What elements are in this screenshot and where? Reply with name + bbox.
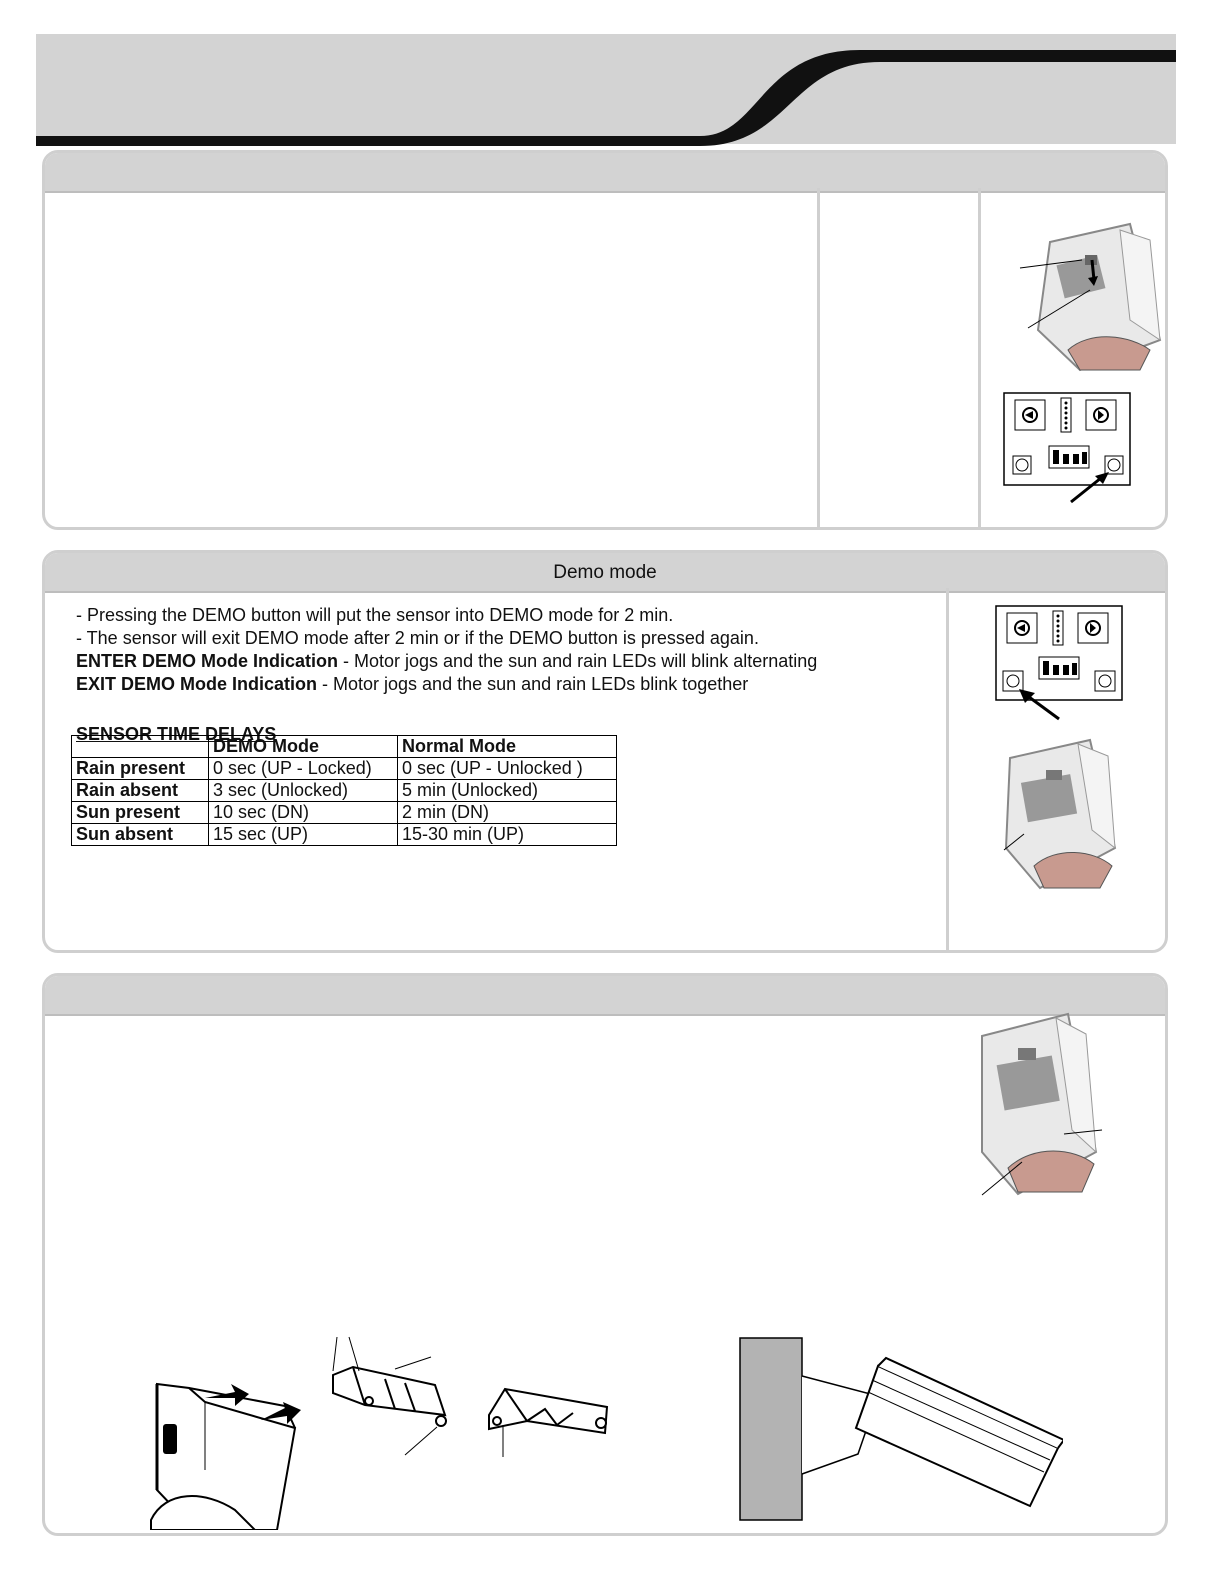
instruction-line-2: - The sensor will exit DEMO mode after 2 min or if the DEMO button is pressed again.	[76, 628, 759, 648]
demo-instructions	[76, 604, 817, 696]
enter-demo-indication	[76, 650, 817, 673]
sensor-illustration	[1000, 738, 1130, 893]
table-row	[72, 780, 617, 802]
table-cell: 15-30 min (UP)	[398, 824, 617, 846]
table-cell: Rain absent	[72, 780, 209, 802]
sensor-time-delays-heading: SENSOR TIME DELAYS	[76, 724, 277, 744]
table-header: Normal Mode	[398, 736, 617, 758]
table-cell: Rain present	[72, 758, 209, 780]
table-header-row	[72, 736, 617, 758]
sensor-time-delays-table	[71, 735, 617, 846]
mounting-bracket-diagram	[325, 1335, 455, 1460]
table-header: DEMO Mode	[209, 736, 398, 758]
panel-top-header	[45, 153, 1165, 191]
panel-top-divider-2	[978, 188, 981, 528]
table-cell: 0 sec (UP - Unlocked )	[398, 758, 617, 780]
table-row	[72, 802, 617, 824]
table-cell: Sun absent	[72, 824, 209, 846]
sensor-top-with-arrows	[145, 1380, 310, 1530]
table-cell: 10 sec (DN)	[209, 802, 398, 824]
table-row	[72, 824, 617, 846]
panel-top-divider-1	[817, 188, 820, 528]
page-header-banner	[0, 0, 1225, 150]
circuit-board-diagram	[1003, 392, 1131, 504]
panel-top	[42, 150, 1168, 530]
exit-demo-indication	[76, 673, 817, 696]
exit-demo-label: EXIT DEMO Mode Indication	[76, 674, 318, 694]
wall-mounted-sensor-diagram	[738, 1336, 1063, 1524]
sensor-illustration	[978, 1012, 1108, 1197]
circuit-board-demo-button-diagram	[995, 605, 1123, 723]
enter-demo-text: - Motor jogs and the sun and rain LEDs will blink alternating	[338, 651, 818, 671]
table-cell: 5 min (Unlocked)	[398, 780, 617, 802]
panel-title: Demo mode	[553, 562, 657, 583]
table-header	[72, 736, 209, 758]
table-cell: 15 sec (UP)	[209, 824, 398, 846]
table-cell: 2 min (DN)	[398, 802, 617, 824]
instruction-line-1: - Pressing the DEMO button will put the sensor into DEMO mode for 2 min.	[76, 605, 674, 625]
mounting-bracket-diagram	[483, 1385, 613, 1460]
exit-demo-text: - Motor jogs and the sun and rain LEDs blink together	[317, 674, 749, 694]
sensor-illustration	[1010, 220, 1170, 380]
table-cell: 3 sec (Unlocked)	[209, 780, 398, 802]
panel-demo-header	[45, 553, 1165, 591]
panel-demo-divider	[946, 588, 949, 951]
table-row	[72, 758, 617, 780]
table-cell: 0 sec (UP - Locked)	[209, 758, 398, 780]
panel-bottom-header	[45, 976, 1165, 1014]
table-cell: Sun present	[72, 802, 209, 824]
enter-demo-label: ENTER DEMO Mode Indication	[76, 651, 339, 671]
